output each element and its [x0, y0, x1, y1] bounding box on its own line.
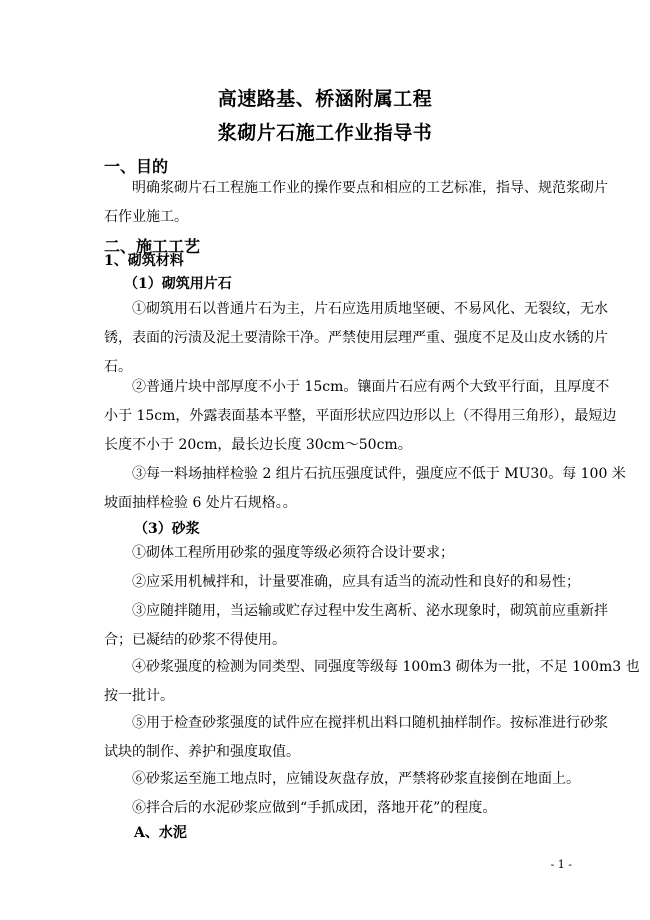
page-number: - 1 - — [550, 858, 572, 871]
text-line: ④砂浆强度的检测为同类型、同强度等级每 100m3 砌体为一批，不足 100m3 也 — [132, 659, 640, 675]
mortar-paragraph-1 — [104, 539, 574, 568]
text-line: 坡面抽样检验 6 处片石规格。。 — [104, 495, 297, 511]
text-line: 合；已凝结的砂浆不得使用。 — [104, 632, 286, 648]
document-title-line-2: 浆砌片石施工作业指导书 — [217, 122, 433, 144]
text-line: ①砌筑用石以普通片石为主，片石应选用质地坚硬、不易风化、无裂纹，无水 — [132, 301, 608, 317]
stone-paragraph-2 — [104, 373, 617, 460]
item-3-heading: （3）砂浆 — [134, 521, 200, 537]
text-line: 长度不小于 20cm，最长边长度 30cm～50cm。 — [104, 437, 412, 453]
stone-paragraph-3 — [104, 460, 626, 518]
text-line: 石作业施工。 — [104, 209, 188, 225]
text-line: ⑥拌合后的水泥砂浆应做到“手抓成团，落地开花”的程度。 — [132, 800, 497, 816]
subitem-a-heading: A、水泥 — [134, 825, 187, 841]
section-2-heading: 二、施工工艺 — [104, 237, 201, 256]
text-line: ⑥砂浆运至施工地点时，应铺设灰盘存放，严禁将砂浆直接倒在地面上。 — [132, 771, 580, 787]
mortar-paragraph-7 — [104, 794, 574, 823]
mortar-paragraph-5 — [104, 709, 608, 767]
text-line: 按一批计。 — [104, 688, 174, 704]
item-1-heading: （1）砌筑用片石 — [124, 276, 232, 292]
text-line: ⑤用于检查砂浆强度的试件应在搅拌机出料口随机抽样制作。按标准进行砂浆 — [132, 715, 608, 731]
text-line: ①砌体工程所用砂浆的强度等级必须符合设计要求； — [132, 545, 454, 561]
section-1-heading: 一、目的 — [104, 157, 169, 176]
mortar-paragraph-2 — [104, 568, 580, 597]
mortar-paragraph-3 — [104, 597, 608, 655]
text-line: ③应随拌随用，当运输或贮存过程中发生离析、泌水现象时，砌筑前应重新拌 — [132, 603, 608, 619]
document-title-line-1: 高速路基、桥涵附属工程 — [217, 88, 433, 110]
text-line: ②应采用机械拌和，计量要准确，应具有适当的流动性和良好的和易性； — [132, 574, 580, 590]
section-1-paragraph — [104, 174, 608, 232]
text-line: 锈，表面的污渍及泥土要清除干净。严禁使用层理严重、强度不足及山皮水锈的片 — [104, 330, 608, 346]
text-line: 石。 — [104, 359, 132, 375]
mortar-paragraph-6 — [104, 765, 580, 794]
stone-paragraph-1 — [104, 295, 608, 382]
mortar-paragraph-4 — [104, 653, 640, 711]
text-line: ②普通片块中部厚度不小于 15cm。镶面片石应有两个大致平行面，且厚度不 — [132, 379, 610, 395]
text-line: ③每一料场抽样检验 2 组片石抗压强度试件，强度应不低于 MU30。每 100 米 — [132, 466, 626, 482]
text-line: 明确浆砌片石工程施工作业的操作要点和相应的工艺标准，指导、规范浆砌片 — [132, 180, 608, 196]
text-line: 试块的制作、养护和强度取值。 — [104, 744, 300, 760]
subsection-1-heading: 1、砌筑材料 — [104, 253, 184, 269]
text-line: 小于 15cm，外露表面基本平整，平面形状应四边形以上（不得用三角形），最短边 — [104, 408, 617, 424]
